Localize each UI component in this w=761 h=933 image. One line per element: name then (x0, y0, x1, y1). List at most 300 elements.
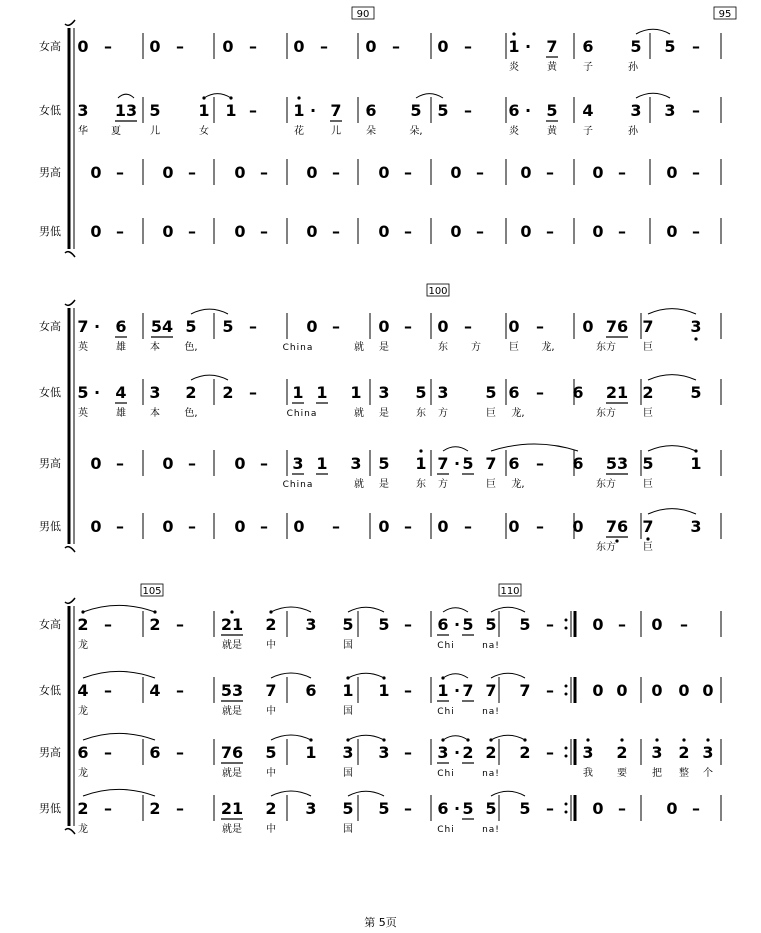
lyric: 龙, (511, 479, 525, 490)
lyric: 东 (438, 342, 448, 353)
lyric: 色, (184, 408, 198, 419)
lyric: na! (482, 825, 500, 835)
note: 2 (149, 615, 161, 634)
repeat-dot (565, 803, 568, 806)
note: 6 (305, 681, 317, 700)
lyric: 华 (78, 126, 88, 137)
note: 4 (115, 383, 127, 402)
note: 21 (605, 383, 629, 402)
note: 0 (234, 163, 246, 182)
lyric: 儿 (331, 126, 341, 137)
lyric: 英 (78, 342, 88, 353)
lyric: 雄 (116, 408, 126, 419)
lyric: 孙 (628, 62, 638, 73)
note: 0 (234, 517, 246, 536)
slur (83, 671, 155, 678)
note: 54 (150, 317, 174, 336)
note: – (188, 517, 196, 536)
note: 0 (666, 163, 678, 182)
slur (491, 444, 578, 451)
note: – (546, 743, 554, 762)
lyric: na! (482, 769, 500, 779)
note: 2 (265, 615, 277, 634)
note: 5 (415, 383, 427, 402)
note: – (116, 163, 124, 182)
note: 6 (437, 799, 449, 818)
note: 0 (592, 799, 604, 818)
slur (271, 607, 311, 612)
lyric: 就是 (222, 824, 242, 835)
lyric: 东 (416, 408, 426, 419)
note: 1 (690, 454, 702, 473)
repeat-dot (565, 619, 568, 622)
part-label: 女低 (39, 386, 61, 399)
lyric: 方 (471, 342, 481, 353)
note: 3 (378, 743, 390, 762)
note: – (260, 163, 268, 182)
note: 3 (664, 101, 676, 120)
note: 0 (90, 454, 102, 473)
note: 3 (690, 517, 702, 536)
repeat-dot (565, 747, 568, 750)
note: – (332, 517, 340, 536)
note: – (104, 615, 112, 634)
note: 5 (642, 454, 654, 473)
note: 6 (508, 383, 520, 402)
note: – (618, 615, 626, 634)
note: 3 (437, 383, 449, 402)
note: – (692, 163, 700, 182)
note: 0 (162, 163, 174, 182)
note: 1 (225, 101, 237, 120)
lyric: 就是 (222, 640, 242, 651)
note: 3 (582, 743, 594, 762)
measure-number: 90 (356, 9, 370, 20)
lyric: 国 (343, 824, 353, 835)
note: 0 (592, 222, 604, 241)
note: 5 (485, 383, 497, 402)
repeat-dot (565, 627, 568, 630)
note: 21 (220, 615, 244, 634)
note: 0 (437, 37, 449, 56)
lyric: 孙 (628, 126, 638, 137)
bracket-top (65, 20, 75, 25)
note: 6 (77, 743, 89, 762)
note: 3 (630, 101, 642, 120)
repeat-dot (565, 811, 568, 814)
note: – (618, 222, 626, 241)
part-label: 女高 (39, 320, 61, 333)
note: 2 (77, 615, 89, 634)
lyric: China (282, 480, 314, 490)
lyric: 本 (150, 342, 160, 353)
part-label: 女低 (39, 684, 61, 697)
note: – (332, 317, 340, 336)
lyric: 整 (679, 768, 689, 779)
note: 0 (378, 317, 390, 336)
lyric: 就是 (222, 706, 242, 717)
note: 5 (378, 454, 390, 473)
lyric: 英 (78, 408, 88, 419)
lyric: 儿 (150, 126, 160, 137)
part-label: 男高 (39, 457, 61, 470)
note: 5 (485, 799, 497, 818)
slur (648, 375, 696, 380)
note: 5 (378, 799, 390, 818)
note: 0 (651, 615, 663, 634)
note: – (104, 743, 112, 762)
lyric: 把 (652, 768, 662, 779)
bracket-bottom (65, 547, 75, 552)
note: 76 (605, 517, 629, 536)
note: – (104, 37, 112, 56)
note: – (692, 101, 700, 120)
note: 6 (582, 37, 594, 56)
slur (443, 447, 468, 451)
lyric: 炎 (509, 62, 519, 73)
note: 2 (616, 743, 628, 762)
lyric: 本 (150, 408, 160, 419)
note: 0 (90, 222, 102, 241)
octave-dot-high (706, 738, 709, 741)
note: 7 (330, 101, 342, 120)
octave-dot-high (586, 738, 589, 741)
octave-dot-high (682, 738, 685, 741)
slur (348, 673, 384, 678)
note: 5 (485, 615, 497, 634)
note: – (332, 222, 340, 241)
note: 7 (642, 517, 654, 536)
octave-dot-high (297, 96, 300, 99)
note: 1 (316, 383, 328, 402)
note: – (464, 101, 472, 120)
part-label: 男低 (39, 225, 61, 238)
note: 0 (702, 681, 714, 700)
note: – (546, 163, 554, 182)
note: 0 (162, 517, 174, 536)
note: 6 (572, 383, 584, 402)
lyric: 东方 (596, 542, 616, 553)
lyric: 就是 (222, 768, 242, 779)
lyric: 夏 (111, 126, 121, 137)
note: – (176, 615, 184, 634)
slur (648, 446, 696, 451)
lyric: 就 (354, 479, 364, 490)
slur (648, 509, 696, 514)
note: 3 (651, 743, 663, 762)
note: – (692, 37, 700, 56)
note: 0 (293, 517, 305, 536)
lyric: 巨 (643, 542, 653, 553)
octave-dot-high (419, 449, 422, 452)
note: 0 (306, 163, 318, 182)
note: 2 (485, 743, 497, 762)
lyric: 龙 (78, 824, 88, 835)
note: 1 (437, 681, 449, 700)
note: – (260, 222, 268, 241)
note: 6 (508, 454, 520, 473)
slur (636, 93, 670, 98)
repeat-dot (565, 755, 568, 758)
page-number: 第 5页 (364, 916, 397, 929)
measure-number: 110 (500, 586, 520, 597)
lyric: 巨 (486, 479, 496, 490)
note: – (680, 615, 688, 634)
note: – (392, 37, 400, 56)
note: 7 (642, 317, 654, 336)
lyric: 是 (379, 342, 389, 353)
note: 2 (265, 799, 277, 818)
note: · (453, 681, 461, 700)
note: – (536, 317, 544, 336)
slur (636, 29, 670, 34)
note: – (404, 222, 412, 241)
part-label: 男低 (39, 520, 61, 533)
slur (271, 735, 311, 740)
bracket-top (65, 300, 75, 305)
note: · (453, 615, 461, 634)
note: – (546, 799, 554, 818)
note: 5 (342, 799, 354, 818)
slur (491, 673, 525, 678)
note: – (464, 37, 472, 56)
lyric: 龙 (78, 768, 88, 779)
note: – (404, 615, 412, 634)
part-label: 男高 (39, 746, 61, 759)
note: 5 (519, 799, 531, 818)
measure-number: 105 (142, 586, 162, 597)
note: – (464, 317, 472, 336)
lyric: 国 (343, 640, 353, 651)
slur (443, 608, 468, 612)
note: – (404, 799, 412, 818)
note: 0 (365, 37, 377, 56)
note: – (176, 799, 184, 818)
note: 7 (546, 37, 558, 56)
note: 5 (222, 317, 234, 336)
lyric: 龙, (511, 408, 525, 419)
note: 0 (293, 37, 305, 56)
note: – (249, 101, 257, 120)
note: 0 (678, 681, 690, 700)
lyric: 中 (266, 706, 276, 717)
lyric: 龙, (541, 342, 555, 353)
lyric: 子 (583, 126, 593, 137)
note: 0 (149, 37, 161, 56)
note: 0 (378, 163, 390, 182)
lyric: 龙 (78, 706, 88, 717)
note: – (476, 222, 484, 241)
note: · (524, 101, 532, 120)
lyric: 东方 (596, 342, 616, 353)
lyric: 朵 (366, 126, 376, 137)
note: – (176, 681, 184, 700)
note: 0 (222, 37, 234, 56)
note: 7 (462, 681, 474, 700)
lyric: 东 (416, 479, 426, 490)
lyric: 黄 (547, 126, 557, 137)
note: · (453, 454, 461, 473)
slur (348, 607, 384, 612)
note: 2 (519, 743, 531, 762)
note: – (536, 517, 544, 536)
note: – (546, 222, 554, 241)
note: 7 (519, 681, 531, 700)
note: 2 (185, 383, 197, 402)
note: – (176, 37, 184, 56)
note: 76 (220, 743, 244, 762)
note: 1 (305, 743, 317, 762)
note: – (404, 681, 412, 700)
note: 1 (508, 37, 520, 56)
note: 0 (616, 681, 628, 700)
lyric: 女 (199, 126, 209, 137)
note: 7 (485, 454, 497, 473)
part-label: 女高 (39, 40, 61, 53)
slur (271, 791, 311, 796)
note: 5 (462, 454, 474, 473)
lyric: 就 (354, 342, 364, 353)
note: 5 (378, 615, 390, 634)
slur (443, 674, 468, 678)
lyric: 要 (617, 768, 627, 779)
note: 1 (342, 681, 354, 700)
note: · (524, 37, 532, 56)
note: 4 (77, 681, 89, 700)
lyric: 巨 (486, 408, 496, 419)
octave-dot-low (646, 537, 649, 540)
note: 5 (462, 615, 474, 634)
note: – (546, 681, 554, 700)
slur (271, 673, 311, 678)
note: 5 (149, 101, 161, 120)
lyric: 花 (294, 126, 304, 137)
note: 0 (378, 222, 390, 241)
note: 0 (90, 163, 102, 182)
note: 1 (198, 101, 210, 120)
note: 0 (520, 163, 532, 182)
lyric: 是 (379, 408, 389, 419)
note: – (320, 37, 328, 56)
note: 0 (572, 517, 584, 536)
note: – (116, 454, 124, 473)
slur (83, 733, 155, 740)
note: · (453, 799, 461, 818)
note: 76 (605, 317, 629, 336)
note: 1 (350, 383, 362, 402)
note: 5 (546, 101, 558, 120)
slur (491, 607, 525, 612)
note: 6 (365, 101, 377, 120)
note: 5 (664, 37, 676, 56)
note: 0 (651, 681, 663, 700)
note: 0 (450, 222, 462, 241)
part-label: 女低 (39, 104, 61, 117)
lyric: 巨 (643, 342, 653, 353)
note: – (404, 743, 412, 762)
note: 2 (462, 743, 474, 762)
lyric: Chi (437, 825, 455, 835)
note: 3 (342, 743, 354, 762)
note: 6 (437, 615, 449, 634)
note: 5 (630, 37, 642, 56)
note: 4 (582, 101, 594, 120)
slur (83, 789, 155, 796)
note: 6 (508, 101, 520, 120)
slur (416, 94, 443, 98)
lyric: 我 (583, 768, 593, 779)
note: 3 (702, 743, 714, 762)
note: 0 (162, 454, 174, 473)
note: 3 (378, 383, 390, 402)
lyric: 就 (354, 408, 364, 419)
lyric: 中 (266, 768, 276, 779)
note: – (618, 799, 626, 818)
note: 0 (592, 615, 604, 634)
note: 3 (437, 743, 449, 762)
note: 7 (485, 681, 497, 700)
note: – (188, 222, 196, 241)
note: 5 (410, 101, 422, 120)
lyric: 雄 (116, 342, 126, 353)
note: 0 (666, 799, 678, 818)
note: – (692, 222, 700, 241)
note: – (104, 681, 112, 700)
note: 0 (582, 317, 594, 336)
note: 3 (77, 101, 89, 120)
part-label: 女高 (39, 618, 61, 631)
slur (491, 735, 525, 740)
lyric: 个 (703, 768, 713, 779)
note: – (404, 163, 412, 182)
note: – (176, 743, 184, 762)
note: 7 (77, 317, 89, 336)
note: 0 (437, 517, 449, 536)
note: 6 (115, 317, 127, 336)
note: 5 (462, 799, 474, 818)
note: – (546, 615, 554, 634)
octave-dot-low (694, 337, 697, 340)
note: – (249, 317, 257, 336)
note: · (93, 317, 101, 336)
bracket-bottom (65, 829, 75, 834)
note: 0 (234, 454, 246, 473)
part-label: 男低 (39, 802, 61, 815)
note: 7 (437, 454, 449, 473)
note: 2 (149, 799, 161, 818)
note: – (476, 163, 484, 182)
note: – (404, 517, 412, 536)
lyric: 国 (343, 706, 353, 717)
note: 0 (508, 317, 520, 336)
octave-dot-high (620, 738, 623, 741)
note: – (260, 454, 268, 473)
note: 1 (415, 454, 427, 473)
note: 1 (378, 681, 390, 700)
lyric: 炎 (509, 126, 519, 137)
note: 1 (293, 101, 305, 120)
note: 2 (222, 383, 234, 402)
lyric: 朵, (409, 126, 423, 137)
note: 0 (666, 222, 678, 241)
note: – (116, 222, 124, 241)
note: – (188, 163, 196, 182)
note: 0 (306, 222, 318, 241)
lyric: 龙 (78, 640, 88, 651)
lyric: 巨 (643, 479, 653, 490)
note: 3 (690, 317, 702, 336)
slur (348, 735, 384, 740)
